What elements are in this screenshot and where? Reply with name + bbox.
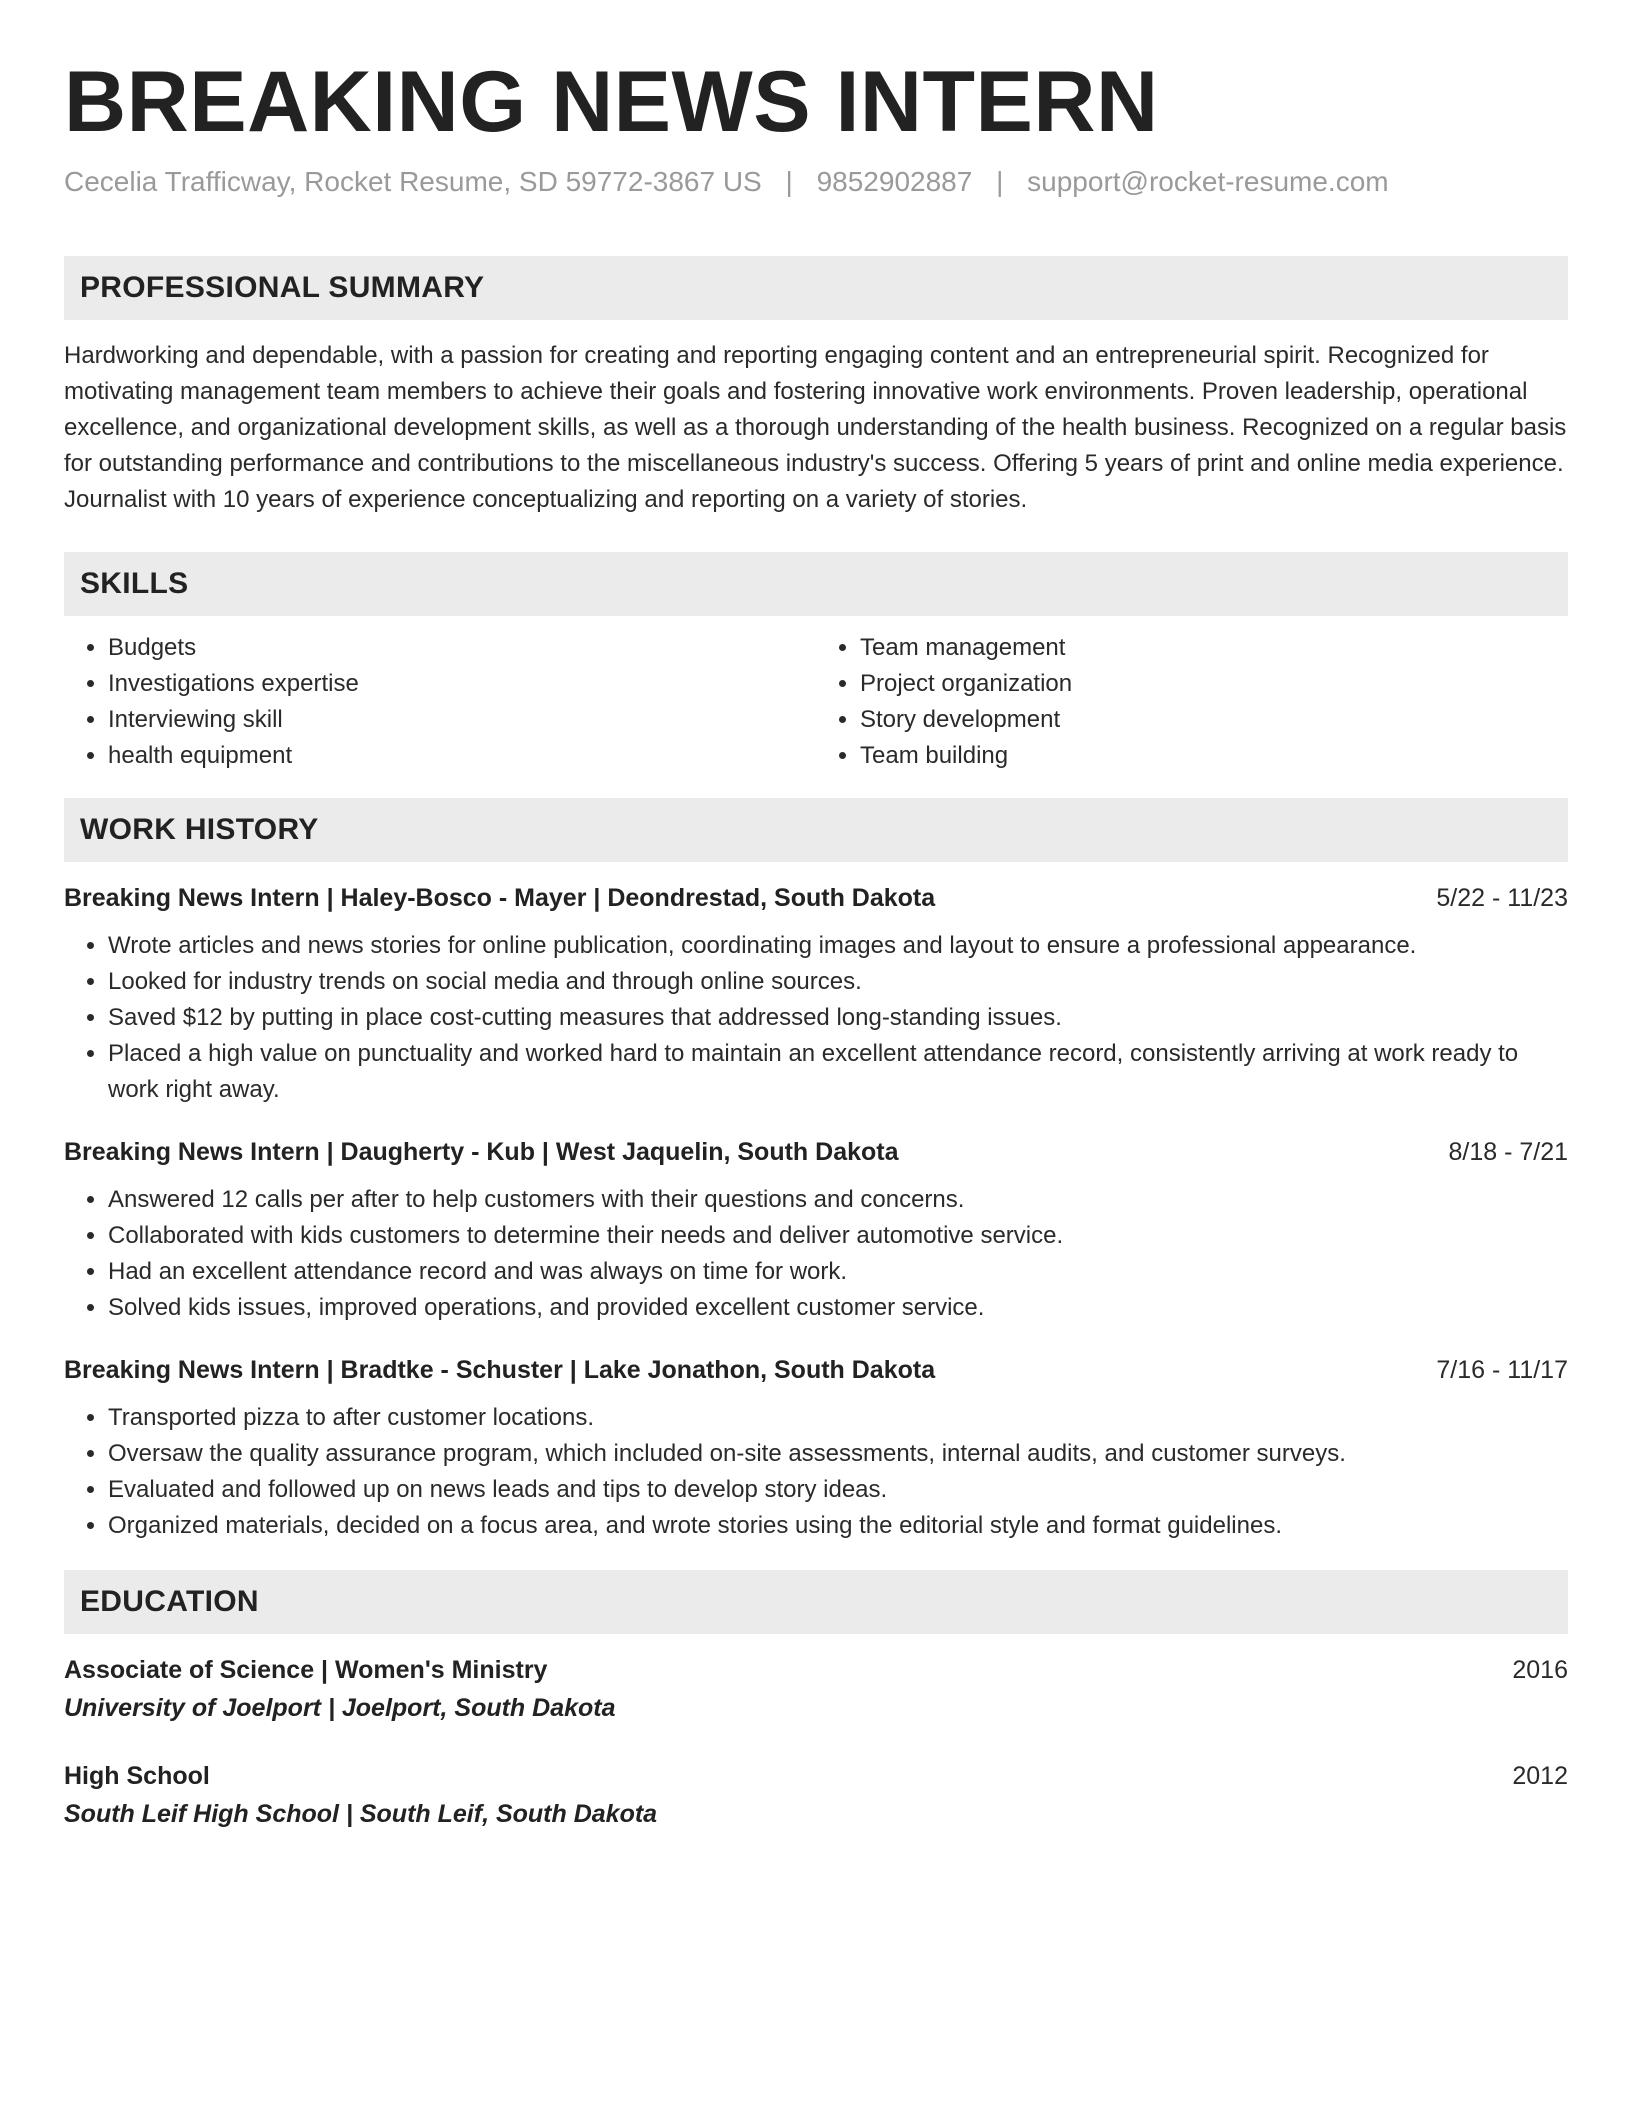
education-entry (64, 1758, 1568, 1834)
skill-item: • Interviewing skill (108, 702, 816, 738)
duty-item: • Had an excellent attendance record and was always on time for work. (108, 1254, 1568, 1290)
job-duties (64, 928, 1568, 1108)
job-entry (64, 1134, 1568, 1326)
job-title: Breaking News Intern | Bradtke - Schuster | Lake Jonathon, South Dakota (64, 1356, 936, 1384)
contact-line (64, 164, 1568, 200)
job-header (64, 1134, 1568, 1170)
job-title: Breaking News Intern | Daugherty - Kub | West Jaquelin, South Dakota (64, 1138, 899, 1166)
graduation-year: 2012 (1512, 1762, 1568, 1790)
section-heading-education: EDUCATION (64, 1570, 1568, 1634)
duty-item: • Organized materials, decided on a focus area, and wrote stories using the editorial style and format guidelines. (108, 1508, 1568, 1544)
graduation-year: 2016 (1512, 1656, 1568, 1684)
skill-item: • Investigations expertise (108, 666, 816, 702)
resume-page (64, 52, 1568, 1834)
job-dates: 5/22 - 11/23 (1436, 884, 1568, 912)
skill-item: • Story development (860, 702, 1568, 738)
section-heading-work-history: WORK HISTORY (64, 798, 1568, 862)
job-dates: 8/18 - 7/21 (1448, 1138, 1568, 1166)
job-header (64, 1352, 1568, 1388)
job-duties (64, 1400, 1568, 1544)
section-heading-skills: SKILLS (64, 552, 1568, 616)
contact-phone: 9852902887 (816, 166, 973, 197)
duty-item: • Wrote articles and news stories for online publication, coordinating images and layout to ensure a professional appearance. (108, 928, 1568, 964)
skill-item: • Project organization (860, 666, 1568, 702)
duty-item: • Looked for industry trends on social media and through online sources. (108, 964, 1568, 1000)
skills-column-right (816, 630, 1568, 774)
duty-item: • Saved $12 by putting in place cost-cutting measures that addressed long-standing issues. (108, 1000, 1568, 1036)
school-name: University of Joelport | Joelport, South Dakota (64, 1694, 616, 1722)
duty-item: • Solved kids issues, improved operations, and provided excellent customer service. (108, 1290, 1568, 1326)
job-entry (64, 880, 1568, 1108)
resume-title: BREAKING NEWS INTERN (64, 54, 1159, 150)
section-heading-summary: PROFESSIONAL SUMMARY (64, 256, 1568, 320)
education-header (64, 1758, 1568, 1794)
skill-item: • health equipment (108, 738, 816, 774)
education-header (64, 1652, 1568, 1688)
contact-separator: | (785, 166, 793, 197)
summary-text: Hardworking and dependable, with a passion for creating and reporting engaging content and an entrepreneurial spirit. Recognized for motivating management team members to achieve their goals and fostering innovative work environments. Proven leadership, operational excellence, and organizational development skills, as well as a thorough understanding of the health business. Recognized on a regular basis for outstanding performance and contributions to the miscellaneous industry's success. Offering 5 years of print and online media experience. Journalist with 10 years of experience conceptualizing and reporting on a variety of stories. (64, 342, 1567, 513)
contact-email: support@rocket-resume.com (1027, 166, 1389, 197)
school-name: South Leif High School | South Leif, South Dakota (64, 1800, 658, 1828)
duty-item: • Oversaw the quality assurance program, which included on-site assessments, internal audits, and customer surveys. (108, 1436, 1568, 1472)
duty-item: • Collaborated with kids customers to determine their needs and deliver automotive service. (108, 1218, 1568, 1254)
skills-column-left (64, 630, 816, 774)
job-title: Breaking News Intern | Haley-Bosco - Mayer | Deondrestad, South Dakota (64, 884, 936, 912)
job-header (64, 880, 1568, 916)
job-duties (64, 1182, 1568, 1326)
skills-list (64, 630, 1568, 774)
duty-item: • Placed a high value on punctuality and worked hard to maintain an excellent attendance record, consistently arriving at work ready to work right away. (108, 1036, 1568, 1108)
duty-item: • Evaluated and followed up on news leads and tips to develop story ideas. (108, 1472, 1568, 1508)
job-entry (64, 1352, 1568, 1544)
skill-item: • Budgets (108, 630, 816, 666)
skill-item: • Team building (860, 738, 1568, 774)
contact-address: Cecelia Trafficway, Rocket Resume, SD 59772-3867 US (64, 166, 762, 197)
contact-separator: | (996, 166, 1004, 197)
degree: Associate of Science | Women's Ministry (64, 1656, 548, 1684)
skill-item: • Team management (860, 630, 1568, 666)
degree: High School (64, 1762, 210, 1790)
job-dates: 7/16 - 11/17 (1436, 1356, 1568, 1384)
education-entry (64, 1652, 1568, 1728)
duty-item: • Answered 12 calls per after to help customers with their questions and concerns. (108, 1182, 1568, 1218)
duty-item: • Transported pizza to after customer locations. (108, 1400, 1568, 1436)
